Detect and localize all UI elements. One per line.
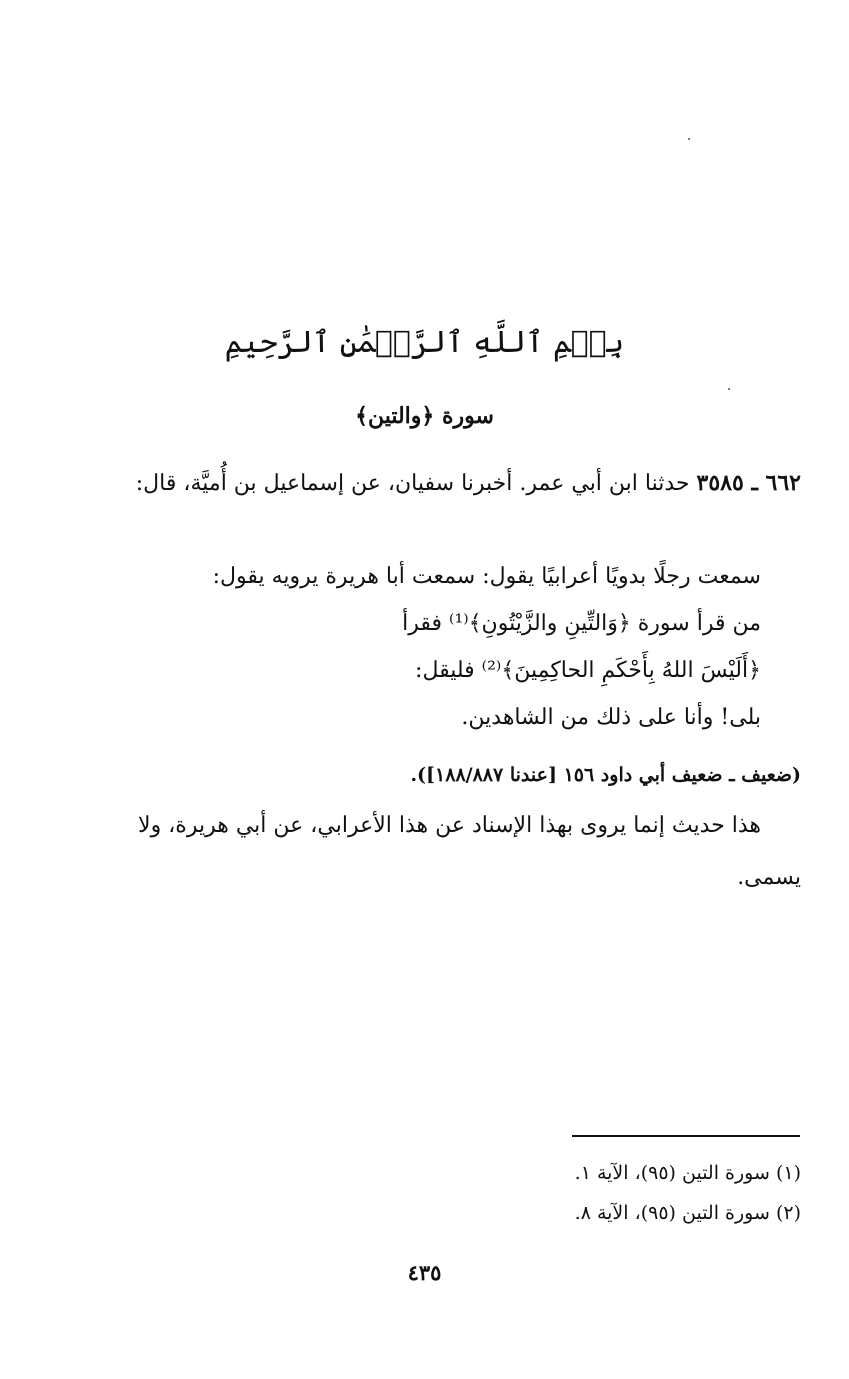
commentary-line: يسمى. — [737, 865, 801, 890]
scan-speck — [728, 388, 730, 390]
hadith-number: ٦٦٢ ـ ٣٥٨٥ — [696, 470, 801, 496]
commentary — [46, 800, 801, 904]
hadith-grading: (ضعيف ـ ضعيف أبي داود ١٥٦ [عندنا ١٨٨/٨٨٧]). — [410, 764, 801, 786]
page-number: ٤٣٥ — [407, 1260, 442, 1285]
basmala-heading: بِسۡمِ ٱللَّهِ ٱلرَّحۡمَٰنِ ٱلرَّحِيمِ — [224, 325, 625, 360]
footnote-divider — [572, 1135, 800, 1137]
hadith-line: ﴿أَلَيْسَ اللهُ بِأَحْكَمِ الحاكِمِينَ﴾⁽²⁾ فليقل: — [415, 658, 761, 683]
commentary-line: هذا حديث إنما يروى بهذا الإسناد عن هذا الأعرابي، عن أبي هريرة، ولا — [138, 813, 761, 838]
hadith-isnad: حدثنا ابن أبي عمر. أخبرنا سفيان، عن إسماعيل بن أُميَّة، قال: — [135, 471, 690, 496]
footnote-1: (١) سورة التين (٩٥)، الآية ١. — [574, 1162, 801, 1184]
hadith-line: سمعت رجلًا بدويًا أعرابيًا يقول: سمعت أبا هريرة يرويه يقول: — [212, 564, 761, 589]
scan-speck — [688, 138, 690, 140]
hadith-line: بلى! وأنا على ذلك من الشاهدين. — [461, 705, 761, 730]
hadith-line: من قرأ سورة ﴿وَالتِّينِ والزَّيْتُونِ﴾⁽¹⁾ فقرأ — [402, 611, 761, 636]
hadith-intro — [46, 458, 801, 509]
hadith-text — [61, 553, 761, 741]
footnote-2: (٢) سورة التين (٩٥)، الآية ٨. — [574, 1202, 801, 1224]
surah-title: سورة ﴿والتين﴾ — [355, 403, 494, 429]
footnotes — [46, 1153, 801, 1233]
